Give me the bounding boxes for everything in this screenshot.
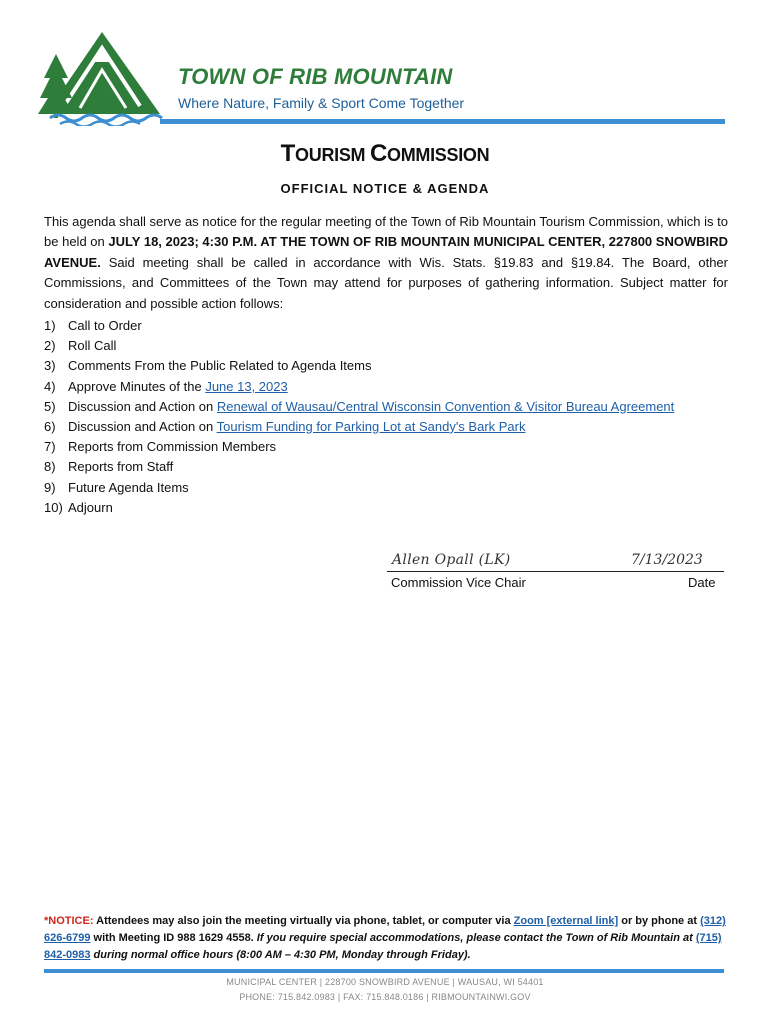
agenda-text: Comments From the Public Related to Agenda Items <box>68 358 372 374</box>
agenda-text: Call to Order <box>68 318 142 333</box>
agenda-item <box>44 457 734 477</box>
agenda-text: Discussion and Action on <box>68 418 217 434</box>
minutes-link[interactable]: June 13, 2023 <box>205 378 288 394</box>
agenda-number: 8) <box>44 459 56 475</box>
notice-text: or by phone at <box>618 915 701 927</box>
accommodations-phone-link[interactable]: (715) 842-0983 <box>44 932 722 961</box>
town-tagline: Where Nature, Family & Sport Come Together <box>178 95 465 111</box>
agenda-number: 9) <box>44 479 56 495</box>
virtual-attendance-notice <box>44 913 728 964</box>
agenda-item <box>44 437 734 457</box>
signer-role: Commission Vice Chair <box>391 575 526 590</box>
agenda-text: Reports from Commission Members <box>68 439 277 455</box>
meeting-date-location: JULY 18, 2023; 4:30 P.M. AT THE TOWN OF RIB MOUNTAIN MUNICIPAL CENTER, 227800 SNOWBIRD AVENUE. <box>44 234 728 270</box>
header-divider <box>160 119 725 124</box>
agenda-text: Future Agenda Items <box>68 479 189 495</box>
footer-contact: PHONE: 715.842.0983 | FAX: 715.848.0186 | RIBMOUNTAINWI.GOV <box>239 992 531 1002</box>
agenda-number: 2) <box>44 338 56 354</box>
agenda-text: Discussion and Action on <box>68 398 217 414</box>
title-part: C <box>369 140 387 167</box>
agenda-text: Adjourn <box>68 499 113 515</box>
document-title <box>0 140 770 168</box>
agenda-number: 3) <box>44 358 56 374</box>
document-subtitle: OFFICIAL NOTICE & AGENDA <box>280 181 490 196</box>
agenda-number: 7) <box>44 439 56 455</box>
bureau-agreement-link[interactable]: Renewal of Wausau/Central Wisconsin Convention & Visitor Bureau Agreement <box>216 398 675 414</box>
footer-divider <box>44 969 724 973</box>
notice-label: *NOTICE: <box>44 915 94 927</box>
agenda-text: Roll Call <box>68 338 117 354</box>
agenda-item <box>44 498 734 518</box>
signature-line <box>387 571 724 572</box>
notice-text: Attendees may also join the meeting virtually via phone, tablet, or computer via <box>93 915 514 927</box>
title-part: OMMISSION <box>387 145 490 165</box>
notice-text: If you require special accommodations, please contact the Town of Rib Mountain at <box>256 932 696 944</box>
signature-date: 7/13/2023 <box>631 552 703 568</box>
agenda-item <box>44 377 734 397</box>
signature-name: Allen Opall (LK) <box>392 552 511 568</box>
agenda-text: Approve Minutes of the <box>68 378 206 394</box>
intro-text: This agenda shall serve as notice for the regular meeting of the Town of Rib Mountain Tourism Commission, which is to be held on <box>44 214 728 250</box>
agenda-number: 5) <box>44 398 56 414</box>
agenda-item <box>44 417 734 437</box>
notice-text: during normal office hours (8:00 AM – 4:30 PM, Monday through Friday). <box>90 949 471 961</box>
town-name: TOWN OF RIB MOUNTAIN <box>178 64 453 89</box>
title-part: T <box>280 140 296 167</box>
agenda-number: 1) <box>44 318 56 333</box>
agenda-number: 6) <box>44 418 56 434</box>
mountain-logo-icon <box>36 26 166 126</box>
title-part: OURISM <box>295 145 370 165</box>
intro-paragraph <box>44 212 728 314</box>
date-label: Date <box>688 575 716 590</box>
agenda-item <box>44 316 734 336</box>
phone-link[interactable]: (312) 626-6799 <box>44 915 726 944</box>
agenda-list <box>44 316 734 518</box>
agenda-text: Reports from Staff <box>68 459 174 475</box>
agenda-item <box>44 336 734 356</box>
agenda-item <box>44 356 734 376</box>
footer-address: MUNICIPAL CENTER | 228700 SNOWBIRD AVENUE | WAUSAU, WI 54401 <box>226 977 544 987</box>
agenda-item <box>44 478 734 498</box>
zoom-link[interactable]: Zoom [external link] <box>513 915 619 927</box>
notice-text: with Meeting ID 988 1629 4558. <box>90 932 257 944</box>
intro-text: Said meeting shall be called in accordance with Wis. Stats. §19.83 and §19.84. The Board, other Commissions, and Committees of the Town may attend for purposes of gathering information. Subject matter for consideration and possible action follows: <box>44 254 728 311</box>
town-logo <box>36 26 166 126</box>
agenda-item <box>44 397 734 417</box>
agenda-number: 4) <box>44 378 56 394</box>
parking-lot-funding-link[interactable]: Tourism Funding for Parking Lot at Sandy's Bark Park <box>216 418 526 434</box>
agenda-number: 10) <box>44 499 63 515</box>
